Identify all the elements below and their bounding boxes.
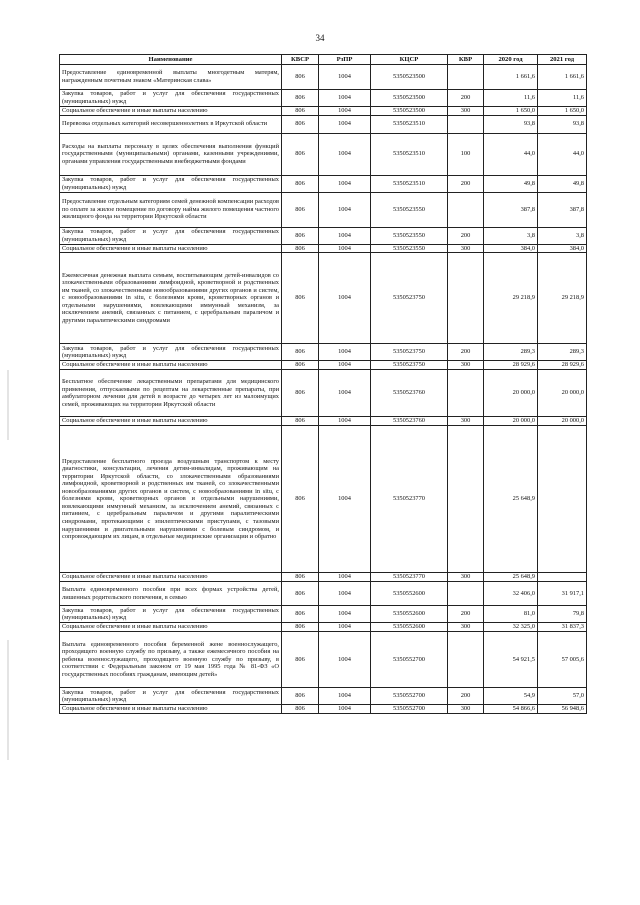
cell-kvr: 100 (448, 133, 484, 175)
cell-kcsr: 5350523760 (371, 370, 448, 417)
cell-kvr: 200 (448, 90, 484, 107)
cell-2021: 29 218,9 (538, 253, 587, 344)
cell-name: Бесплатное обеспечение лекарственными препаратами для медицинского применения, отпускаемыми по рецептам на лекарственные препараты, при амбулаторном лечении для детей в возрасте до четырех лет из малоимущих семей, проживающих на территории Иркутской области (60, 370, 282, 417)
table-row (60, 606, 587, 623)
cell-2020: 54 921,5 (484, 632, 538, 688)
cell-kvr: 300 (448, 623, 484, 632)
cell-2020: 1 650,0 (484, 107, 538, 116)
cell-name: Выплата единовременного пособия беременной жене военнослужащего, проходящего военную службу по призыву, а также ежемесячного пособия на ребенка военнослужащего, проходящего военную службу по призыву, в соответствии с Федеральным законом от 19 мая 1995 года № 81-ФЗ «О государственных пособиях гражданам, имеющим детей» (60, 632, 282, 688)
cell-kvsr: 806 (282, 426, 319, 573)
cell-2020: 20 000,0 (484, 417, 538, 426)
cell-kcsr: 5350552700 (371, 705, 448, 714)
cell-kvsr: 806 (282, 370, 319, 417)
table-row (60, 192, 587, 227)
table-row (60, 417, 587, 426)
table-row (60, 573, 587, 582)
cell-2020: 29 218,9 (484, 253, 538, 344)
cell-name: Предоставление отдельным категориям семей денежной компенсации расходов по оплате за жилое помещение по договору найма жилого помещения частного жилищного фонда на территории Иркутской области (60, 192, 282, 227)
cell-kvsr: 806 (282, 244, 319, 253)
cell-kcsr: 5350552600 (371, 623, 448, 632)
cell-2020: 20 000,0 (484, 370, 538, 417)
cell-name: Предоставление бесплатного проезда воздушным транспортом к месту диагностики, консультации, лечения детям-инвалидам, проживающим на территории Иркутской области, со злокачественными образованиями лимфоидной, кроветворной и родственных им тканей, со злокачественными новообразованиями других органов и систем, с новообразованиями in situ, с болезнями крови, кроветворных органов и отдельными нарушениями, вовлекающими иммунный механизм, за исключением анемий, связанных с питанием, с церебральным параличом и другими паралитическими синдромами, протекающими с эпилептическими приступами, с тазовыми нарушениями и двигательными нарушениями с болевым синдромом, и сопровождающим их лицам, в отдельные медицинские организации и обратно (60, 426, 282, 573)
cell-kvsr: 806 (282, 175, 319, 192)
cell-name: Социальное обеспечение и иные выплаты населению (60, 573, 282, 582)
cell-2020: 25 648,9 (484, 573, 538, 582)
cell-2021: 31 837,3 (538, 623, 587, 632)
cell-kcsr: 5350552600 (371, 582, 448, 606)
cell-2020: 54 866,6 (484, 705, 538, 714)
cell-2020: 81,0 (484, 606, 538, 623)
cell-rzpr: 1004 (319, 688, 371, 705)
cell-kvr: 200 (448, 688, 484, 705)
cell-rzpr: 1004 (319, 426, 371, 573)
cell-2020: 387,8 (484, 192, 538, 227)
table-row (60, 426, 587, 573)
cell-rzpr: 1004 (319, 623, 371, 632)
table-row (60, 623, 587, 632)
cell-rzpr: 1004 (319, 417, 371, 426)
cell-2020: 28 929,6 (484, 361, 538, 370)
cell-kcsr: 5350523750 (371, 253, 448, 344)
table-row (60, 361, 587, 370)
header-rzpr: РзПР (319, 55, 371, 65)
cell-rzpr: 1004 (319, 244, 371, 253)
table-row (60, 115, 587, 133)
cell-name: Закупка товаров, работ и услуг для обеспечения государственных (муниципальных) нужд (60, 227, 282, 244)
cell-kvr: 300 (448, 573, 484, 582)
cell-kcsr: 5350523750 (371, 361, 448, 370)
table-row (60, 253, 587, 344)
cell-kcsr: 5350523770 (371, 426, 448, 573)
cell-name: Социальное обеспечение и иные выплаты населению (60, 705, 282, 714)
cell-kvr (448, 426, 484, 573)
table-row (60, 227, 587, 244)
cell-kvr: 200 (448, 606, 484, 623)
cell-2021: 11,6 (538, 90, 587, 107)
cell-kvsr: 806 (282, 344, 319, 361)
table-row (60, 175, 587, 192)
cell-kvsr: 806 (282, 115, 319, 133)
cell-rzpr: 1004 (319, 115, 371, 133)
cell-name: Социальное обеспечение и иные выплаты населению (60, 417, 282, 426)
cell-2020: 54,9 (484, 688, 538, 705)
cell-2021: 387,8 (538, 192, 587, 227)
cell-2021 (538, 573, 587, 582)
cell-rzpr: 1004 (319, 175, 371, 192)
table-row (60, 133, 587, 175)
cell-kcsr: 5350552700 (371, 688, 448, 705)
cell-kvsr: 806 (282, 192, 319, 227)
cell-2020: 1 661,6 (484, 65, 538, 90)
table-row (60, 688, 587, 705)
cell-kvsr: 806 (282, 632, 319, 688)
cell-2021: 1 650,0 (538, 107, 587, 116)
cell-name: Закупка товаров, работ и услуг для обеспечения государственных (муниципальных) нужд (60, 90, 282, 107)
cell-kvsr: 806 (282, 133, 319, 175)
header-name: Наименование (60, 55, 282, 65)
cell-kcsr: 5350523550 (371, 244, 448, 253)
cell-2020: 3,8 (484, 227, 538, 244)
cell-kcsr: 5350523760 (371, 417, 448, 426)
cell-kvr (448, 115, 484, 133)
cell-kcsr: 5350523750 (371, 344, 448, 361)
cell-kvr: 300 (448, 244, 484, 253)
table-row (60, 65, 587, 90)
cell-kvsr: 806 (282, 623, 319, 632)
table-body (60, 65, 587, 714)
cell-name: Закупка товаров, работ и услуг для обеспечения государственных (муниципальных) нужд (60, 606, 282, 623)
cell-2021: 289,3 (538, 344, 587, 361)
cell-name: Выплата единовременного пособия при всех формах устройства детей, лишенных родительского попечения, в семью (60, 582, 282, 606)
header-2020: 2020 год (484, 55, 538, 65)
cell-kvr (448, 192, 484, 227)
cell-2021: 57,0 (538, 688, 587, 705)
cell-2021: 44,0 (538, 133, 587, 175)
cell-kvr: 200 (448, 227, 484, 244)
cell-rzpr: 1004 (319, 582, 371, 606)
table-row (60, 244, 587, 253)
cell-kvsr: 806 (282, 90, 319, 107)
cell-kvr (448, 632, 484, 688)
cell-name: Закупка товаров, работ и услуг для обеспечения государственных (муниципальных) нужд (60, 688, 282, 705)
cell-name: Социальное обеспечение и иные выплаты населению (60, 107, 282, 116)
cell-kcsr: 5350523500 (371, 90, 448, 107)
cell-kvsr: 806 (282, 573, 319, 582)
table-header-row (60, 55, 587, 65)
header-2021: 2021 год (538, 55, 587, 65)
cell-name: Закупка товаров, работ и услуг для обеспечения государственных (муниципальных) нужд (60, 344, 282, 361)
table-row (60, 705, 587, 714)
cell-kvr (448, 253, 484, 344)
cell-2020: 32 325,0 (484, 623, 538, 632)
cell-kvr: 300 (448, 361, 484, 370)
cell-2021: 56 948,6 (538, 705, 587, 714)
cell-rzpr: 1004 (319, 606, 371, 623)
header-kvsr: КВСР (282, 55, 319, 65)
cell-rzpr: 1004 (319, 573, 371, 582)
table-row (60, 344, 587, 361)
table-row (60, 107, 587, 116)
table-row (60, 582, 587, 606)
cell-kcsr: 5350523500 (371, 65, 448, 90)
cell-rzpr: 1004 (319, 344, 371, 361)
cell-2021 (538, 426, 587, 573)
cell-kvr (448, 65, 484, 90)
cell-kvsr: 806 (282, 606, 319, 623)
cell-kvr: 300 (448, 705, 484, 714)
cell-2021: 1 661,6 (538, 65, 587, 90)
cell-rzpr: 1004 (319, 227, 371, 244)
cell-kvsr: 806 (282, 253, 319, 344)
cell-2020: 289,3 (484, 344, 538, 361)
cell-kvsr: 806 (282, 705, 319, 714)
cell-kcsr: 5350552600 (371, 606, 448, 623)
cell-rzpr: 1004 (319, 192, 371, 227)
cell-name: Социальное обеспечение и иные выплаты населению (60, 244, 282, 253)
cell-2021: 79,8 (538, 606, 587, 623)
table-row (60, 90, 587, 107)
cell-kvsr: 806 (282, 107, 319, 116)
cell-2021: 20 000,0 (538, 417, 587, 426)
cell-kvsr: 806 (282, 361, 319, 370)
cell-rzpr: 1004 (319, 361, 371, 370)
cell-kvr (448, 370, 484, 417)
table-row (60, 370, 587, 417)
page-number: 34 (315, 33, 325, 43)
cell-2021: 20 000,0 (538, 370, 587, 417)
header-kcsr: КЦСР (371, 55, 448, 65)
cell-kvr: 300 (448, 417, 484, 426)
cell-kvsr: 806 (282, 227, 319, 244)
cell-name: Ежемесячная денежная выплата семьям, воспитывающим детей-инвалидов со злокачественными образованиями лимфоидной, кроветворной и родственных им тканей, со злокачественными новообразованиями других органов и систем, с новообразованиями in situ, с болезнями крови, кроветворных органов и отдельными нарушениями, вовлекающими иммунный механизм, за исключением анемий, связанных с питанием, с церебральным параличом и другими паралитическими синдромами (60, 253, 282, 344)
cell-kvsr: 806 (282, 582, 319, 606)
header-kvr: КВР (448, 55, 484, 65)
cell-kcsr: 5350523770 (371, 573, 448, 582)
cell-kcsr: 5350523510 (371, 175, 448, 192)
cell-2020: 11,6 (484, 90, 538, 107)
cell-name: Перевозка отдельных категорий несовершеннолетних в Иркутской области (60, 115, 282, 133)
cell-rzpr: 1004 (319, 253, 371, 344)
cell-2021: 28 929,6 (538, 361, 587, 370)
cell-kvr: 300 (448, 107, 484, 116)
cell-rzpr: 1004 (319, 705, 371, 714)
cell-2021: 49,8 (538, 175, 587, 192)
cell-kvsr: 806 (282, 688, 319, 705)
cell-2020: 93,8 (484, 115, 538, 133)
cell-kvsr: 806 (282, 417, 319, 426)
cell-rzpr: 1004 (319, 632, 371, 688)
cell-kcsr: 5350523510 (371, 115, 448, 133)
cell-name: Социальное обеспечение и иные выплаты населению (60, 623, 282, 632)
cell-2021: 93,8 (538, 115, 587, 133)
cell-kcsr: 5350523550 (371, 227, 448, 244)
cell-name: Закупка товаров, работ и услуг для обеспечения государственных (муниципальных) нужд (60, 175, 282, 192)
cell-2020: 32 406,0 (484, 582, 538, 606)
cell-name: Предоставление единовременной выплаты многодетным матерям, награжденным почетным знаком «Материнская слава» (60, 65, 282, 90)
cell-2020: 25 648,9 (484, 426, 538, 573)
cell-name: Социальное обеспечение и иные выплаты населению (60, 361, 282, 370)
budget-table (59, 54, 587, 714)
cell-rzpr: 1004 (319, 65, 371, 90)
cell-kcsr: 5350523510 (371, 133, 448, 175)
cell-kvr (448, 582, 484, 606)
cell-kvr: 200 (448, 175, 484, 192)
cell-kvsr: 806 (282, 65, 319, 90)
cell-2021: 3,8 (538, 227, 587, 244)
cell-2020: 384,0 (484, 244, 538, 253)
cell-kcsr: 5350523500 (371, 107, 448, 116)
cell-2021: 57 005,6 (538, 632, 587, 688)
cell-2021: 31 917,1 (538, 582, 587, 606)
cell-2020: 49,8 (484, 175, 538, 192)
cell-2021: 384,0 (538, 244, 587, 253)
cell-kcsr: 5350552700 (371, 632, 448, 688)
cell-kvr: 200 (448, 344, 484, 361)
cell-rzpr: 1004 (319, 107, 371, 116)
cell-rzpr: 1004 (319, 370, 371, 417)
cell-rzpr: 1004 (319, 90, 371, 107)
cell-name: Расходы на выплаты персоналу в целях обеспечения выполнения функций государственными (муниципальными) органами, казенными учреждениями, органами управления государственными внебюджетными фондами (60, 133, 282, 175)
cell-rzpr: 1004 (319, 133, 371, 175)
table-row (60, 632, 587, 688)
cell-2020: 44,0 (484, 133, 538, 175)
cell-kcsr: 5350523550 (371, 192, 448, 227)
